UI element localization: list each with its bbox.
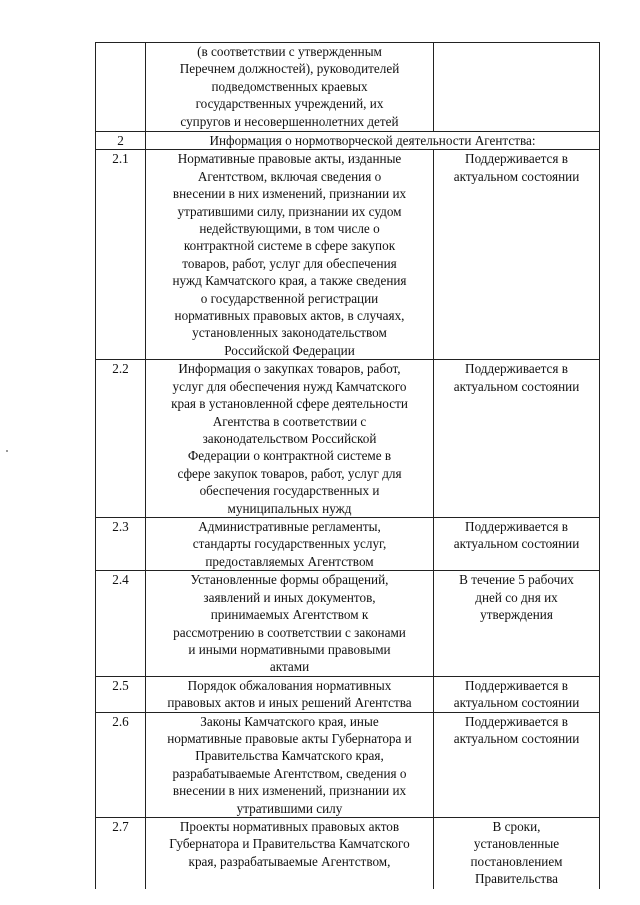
row-number	[96, 43, 146, 132]
row-description: Информация о закупках товаров, работ, услуг для обеспечения нужд Камчатского края в установленной сфере деятельности Агентства в соответствии с законодательством Российской Федерации о контрактной системе в сфере закупок товаров, работ, услуг для обеспечения государственных и муниципальных нужд	[146, 360, 434, 518]
row-term: Поддерживается в актуальном состоянии	[434, 518, 600, 571]
row-description: (в соответствии с утвержденным Перечнем должностей), руководителей подведомственных краевых государственных учреждений, их супругов и несовершеннолетних детей	[146, 43, 434, 132]
section-title: Информация о нормотворческой деятельности Агентства:	[146, 132, 600, 150]
table-row	[96, 518, 600, 571]
row-term: Поддерживается в актуальном состоянии	[434, 676, 600, 712]
table-row	[96, 817, 600, 889]
row-term: В сроки, установленные постановлением Правительства	[434, 817, 600, 889]
row-description: Административные регламенты, стандарты государственных услуг, предоставляемых Агентством	[146, 518, 434, 571]
row-term: Поддерживается в актуальном состоянии	[434, 360, 600, 518]
row-number: 2.2	[96, 360, 146, 518]
section-header-row	[96, 132, 600, 150]
row-term	[434, 43, 600, 132]
table-row	[96, 360, 600, 518]
row-number: 2.7	[96, 817, 146, 889]
table-row	[96, 676, 600, 712]
row-description: Законы Камчатского края, иные нормативные правовые акты Губернатора и Правительства Камчатского края, разрабатываемые Агентством, сведения о внесении в них изменений, признании их утратившими силу	[146, 712, 434, 817]
table-row	[96, 43, 600, 132]
table-row	[96, 150, 600, 360]
row-description: Порядок обжалования нормативных правовых актов и иных решений Агентства	[146, 676, 434, 712]
row-number: 2.6	[96, 712, 146, 817]
row-number: 2.1	[96, 150, 146, 360]
row-number: 2.3	[96, 518, 146, 571]
row-number: 2.4	[96, 571, 146, 676]
row-description: Установленные формы обращений, заявлений и иных документов, принимаемых Агентством к рассмотрению в соответствии с законами и иными нормативными правовыми актами	[146, 571, 434, 676]
table-row	[96, 712, 600, 817]
row-description: Нормативные правовые акты, изданные Агентством, включая сведения о внесении в них изменений, признании их утратившими силу, признании их судом недействующими, в том числе о контрактной системе в сфере закупок товаров, работ, услуг для обеспечения нужд Камчатского края, а также сведения о государственной регистрации нормативных правовых актов, в случаях, установленных законодательством Российской Федерации	[146, 150, 434, 360]
row-number: 2.5	[96, 676, 146, 712]
information-table	[95, 42, 600, 889]
row-term: Поддерживается в актуальном состоянии	[434, 712, 600, 817]
scan-speck	[6, 450, 8, 452]
table-row	[96, 571, 600, 676]
row-term: В течение 5 рабочих дней со дня их утверждения	[434, 571, 600, 676]
section-number: 2	[96, 132, 146, 150]
row-term: Поддерживается в актуальном состоянии	[434, 150, 600, 360]
row-description: Проекты нормативных правовых актов Губернатора и Правительства Камчатского края, разрабатываемые Агентством,	[146, 817, 434, 889]
